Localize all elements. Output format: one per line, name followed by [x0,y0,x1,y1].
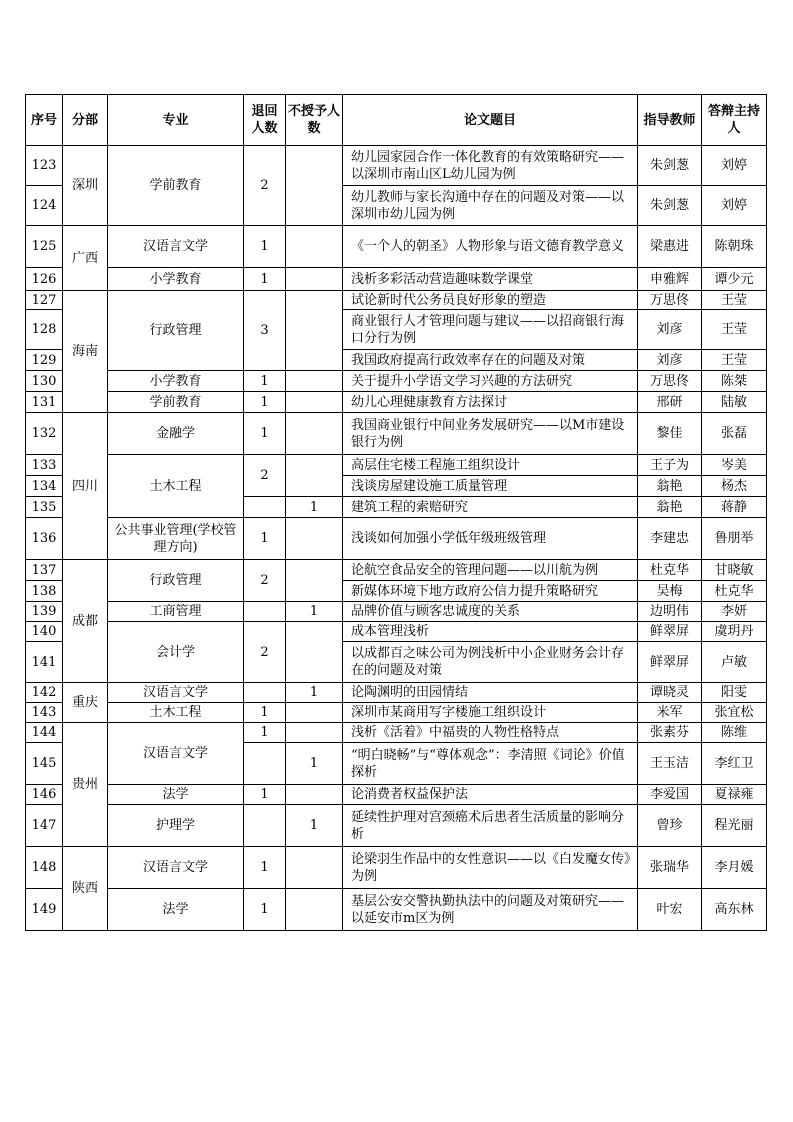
returned-cell: 1 [244,392,286,413]
table-row [26,723,767,743]
branch-cell: 四川 [63,413,108,560]
advisor-cell: 刘彦 [638,350,702,371]
table-row [26,371,767,392]
thesis-table [25,94,767,931]
returned-cell: 1 [244,518,286,560]
not-granted-cell [286,413,343,455]
advisor-cell: 黎佳 [638,413,702,455]
seq-cell: 134 [26,476,63,497]
table-row [26,560,767,581]
seq-cell: 129 [26,350,63,371]
advisor-cell: 张素芬 [638,723,702,743]
advisor-cell: 刘彦 [638,310,702,350]
not-granted-cell: 1 [286,743,343,785]
thesis-title-cell: 论梁羽生作品中的女性意识——以《白发魔女传》为例 [343,847,638,889]
seq-cell: 124 [26,186,63,226]
table-row [26,703,767,723]
advisor-cell: 王子为 [638,455,702,476]
table-row [26,785,767,805]
table-row [26,291,767,310]
major-cell: 汉语言文学 [108,847,244,889]
table-row [26,683,767,703]
not-granted-cell [286,226,343,268]
table-row [26,455,767,476]
returned-cell: 1 [244,703,286,723]
returned-cell [244,683,286,703]
seq-cell: 147 [26,805,63,847]
not-granted-cell [286,785,343,805]
thesis-title-cell: “明白晓畅”与“尊体观念”：李清照《词论》价值探析 [343,743,638,785]
header-returned: 退回人数 [244,95,286,146]
thesis-title-cell: 高层住宅楼工程施工组织设计 [343,455,638,476]
seq-cell: 130 [26,371,63,392]
table-row [26,146,767,186]
thesis-title-cell: 浅析多彩活动营造趣味数学课堂 [343,268,638,291]
not-granted-cell [286,392,343,413]
returned-cell: 1 [244,785,286,805]
thesis-title-cell: 我国商业银行中间业务发展研究——以M市建设银行为例 [343,413,638,455]
header-row [26,95,767,146]
thesis-title-cell: 以成都百之味公司为例浅析中小企业财务会计存在的问题及对策 [343,642,638,683]
host-cell: 杨杰 [702,476,767,497]
thesis-title-cell: 浅谈如何加强小学低年级班级管理 [343,518,638,560]
returned-cell: 1 [244,847,286,889]
seq-cell: 143 [26,703,63,723]
not-granted-cell: 1 [286,602,343,622]
seq-cell: 127 [26,291,63,310]
returned-cell: 2 [244,146,286,226]
header-branch: 分部 [63,95,108,146]
header-advisor: 指导教师 [638,95,702,146]
major-cell: 金融学 [108,413,244,455]
seq-cell: 138 [26,581,63,602]
not-granted-cell: 1 [286,805,343,847]
advisor-cell: 李建忠 [638,518,702,560]
returned-cell: 2 [244,622,286,683]
host-cell: 张磊 [702,413,767,455]
branch-cell: 海南 [63,291,108,413]
seq-cell: 133 [26,455,63,476]
advisor-cell: 张瑞华 [638,847,702,889]
not-granted-cell [286,847,343,889]
thesis-title-cell: 新媒体环境下地方政府公信力提升策略研究 [343,581,638,602]
table-row [26,805,767,847]
host-cell: 李月媛 [702,847,767,889]
advisor-cell: 翁艳 [638,497,702,518]
branch-cell: 深圳 [63,146,108,226]
branch-cell: 广西 [63,226,108,291]
host-cell: 李红卫 [702,743,767,785]
not-granted-cell [286,518,343,560]
host-cell: 刘婷 [702,186,767,226]
major-cell: 法学 [108,889,244,931]
advisor-cell: 朱剑葱 [638,186,702,226]
major-cell: 土木工程 [108,703,244,723]
thesis-title-cell: 建筑工程的索赔研究 [343,497,638,518]
advisor-cell: 邢研 [638,392,702,413]
seq-cell: 140 [26,622,63,642]
not-granted-cell [286,723,343,743]
header-not-granted: 不授予人数 [286,95,343,146]
seq-cell: 139 [26,602,63,622]
major-cell: 法学 [108,785,244,805]
host-cell: 虞玥丹 [702,622,767,642]
thesis-title-cell: 延续性护理对宫颈癌术后患者生活质量的影响分析 [343,805,638,847]
major-cell: 公共事业管理(学校管理方向) [108,518,244,560]
header-major: 专业 [108,95,244,146]
returned-cell: 1 [244,413,286,455]
advisor-cell: 梁惠进 [638,226,702,268]
host-cell: 高东林 [702,889,767,931]
host-cell: 王莹 [702,350,767,371]
advisor-cell: 曾珍 [638,805,702,847]
host-cell: 王莹 [702,310,767,350]
seq-cell: 144 [26,723,63,743]
seq-cell: 126 [26,268,63,291]
thesis-title-cell: 基层公安交警执勤执法中的问题及对策研究——以延安市m区为例 [343,889,638,931]
host-cell: 谭少元 [702,268,767,291]
thesis-title-cell: 深圳市某商用写字楼施工组织设计 [343,703,638,723]
not-granted-cell [286,455,343,497]
host-cell: 陈朝珠 [702,226,767,268]
host-cell: 岑美 [702,455,767,476]
advisor-cell: 申雅辉 [638,268,702,291]
advisor-cell: 翁艳 [638,476,702,497]
advisor-cell: 王玉洁 [638,743,702,785]
host-cell: 陈维 [702,723,767,743]
table-row [26,622,767,642]
seq-cell: 146 [26,785,63,805]
major-cell: 工商管理 [108,602,244,622]
host-cell: 鲁朋举 [702,518,767,560]
seq-cell: 145 [26,743,63,785]
header-seq: 序号 [26,95,63,146]
not-granted-cell [286,560,343,602]
thesis-title-cell: 关于提升小学语文学习兴趣的方法研究 [343,371,638,392]
thesis-title-cell: 《一个人的朝圣》人物形象与语文德育教学意义 [343,226,638,268]
not-granted-cell [286,703,343,723]
returned-cell [244,497,286,518]
seq-cell: 123 [26,146,63,186]
seq-cell: 136 [26,518,63,560]
not-granted-cell [286,146,343,226]
host-cell: 张宜松 [702,703,767,723]
advisor-cell: 吴梅 [638,581,702,602]
seq-cell: 142 [26,683,63,703]
major-cell: 汉语言文学 [108,723,244,785]
host-cell: 刘婷 [702,146,767,186]
major-cell: 会计学 [108,622,244,683]
not-granted-cell [286,291,343,371]
branch-cell: 重庆 [63,683,108,723]
host-cell: 阳雯 [702,683,767,703]
seq-cell: 131 [26,392,63,413]
major-cell: 小学教育 [108,268,244,291]
major-cell: 行政管理 [108,560,244,602]
seq-cell: 128 [26,310,63,350]
host-cell: 杜克华 [702,581,767,602]
returned-cell: 1 [244,226,286,268]
thesis-title-cell: 试论新时代公务员良好形象的塑造 [343,291,638,310]
seq-cell: 149 [26,889,63,931]
table-row [26,518,767,560]
host-cell: 王莹 [702,291,767,310]
host-cell: 程光丽 [702,805,767,847]
advisor-cell: 边明伟 [638,602,702,622]
thesis-title-cell: 成本管理浅析 [343,622,638,642]
table-row [26,226,767,268]
advisor-cell: 杜克华 [638,560,702,581]
host-cell: 夏禄雍 [702,785,767,805]
thesis-title-cell: 论航空食品安全的管理问题——以川航为例 [343,560,638,581]
host-cell: 蒋静 [702,497,767,518]
thesis-title-cell: 论陶渊明的田园情结 [343,683,638,703]
seq-cell: 132 [26,413,63,455]
table-row [26,602,767,622]
table-row [26,847,767,889]
advisor-cell: 万思佟 [638,291,702,310]
advisor-cell: 谭晓灵 [638,683,702,703]
returned-cell: 1 [244,723,286,743]
host-cell: 陈桀 [702,371,767,392]
returned-cell: 3 [244,291,286,371]
host-cell: 陆敏 [702,392,767,413]
returned-cell: 2 [244,455,286,497]
major-cell: 汉语言文学 [108,683,244,703]
not-granted-cell: 1 [286,683,343,703]
major-cell: 学前教育 [108,146,244,226]
seq-cell: 141 [26,642,63,683]
seq-cell: 125 [26,226,63,268]
major-cell: 小学教育 [108,371,244,392]
thesis-title-cell: 论消费者权益保护法 [343,785,638,805]
thesis-title-cell: 品牌价值与顾客忠诚度的关系 [343,602,638,622]
table-row [26,413,767,455]
not-granted-cell [286,371,343,392]
branch-cell: 贵州 [63,723,108,847]
advisor-cell: 叶宏 [638,889,702,931]
advisor-cell: 朱剑葱 [638,146,702,186]
host-cell: 李妍 [702,602,767,622]
returned-cell: 1 [244,268,286,291]
advisor-cell: 鲜翠屏 [638,622,702,642]
advisor-cell: 万思佟 [638,371,702,392]
advisor-cell: 米军 [638,703,702,723]
returned-cell: 1 [244,889,286,931]
not-granted-cell: 1 [286,497,343,518]
table-row [26,889,767,931]
header-title: 论文题目 [343,95,638,146]
branch-cell: 成都 [63,560,108,683]
major-cell: 护理学 [108,805,244,847]
table-row [26,268,767,291]
not-granted-cell [286,622,343,683]
not-granted-cell [286,889,343,931]
advisor-cell: 李爱国 [638,785,702,805]
major-cell: 汉语言文学 [108,226,244,268]
seq-cell: 135 [26,497,63,518]
thesis-title-cell: 幼儿教师与家长沟通中存在的问题及对策——以深圳市幼儿园为例 [343,186,638,226]
thesis-title-cell: 幼儿园家园合作一体化教育的有效策略研究——以深圳市南山区L幼儿园为例 [343,146,638,186]
returned-cell: 2 [244,560,286,602]
major-cell: 行政管理 [108,291,244,371]
table-row [26,392,767,413]
branch-cell: 陕西 [63,847,108,931]
seq-cell: 148 [26,847,63,889]
returned-cell [244,805,286,847]
thesis-title-cell: 浅谈房屋建设施工质量管理 [343,476,638,497]
not-granted-cell [286,268,343,291]
thesis-title-cell: 商业银行人才管理问题与建议——以招商银行海口分行为例 [343,310,638,350]
major-cell: 学前教育 [108,392,244,413]
returned-cell: 1 [244,371,286,392]
major-cell: 土木工程 [108,455,244,518]
thesis-title-cell: 我国政府提高行政效率存在的问题及对策 [343,350,638,371]
thesis-title-cell: 幼儿心理健康教育方法探讨 [343,392,638,413]
host-cell: 甘晓敏 [702,560,767,581]
returned-cell [244,602,286,622]
seq-cell: 137 [26,560,63,581]
returned-cell [244,743,286,785]
thesis-title-cell: 浅析《活着》中福贵的人物性格特点 [343,723,638,743]
host-cell: 卢敏 [702,642,767,683]
header-host: 答辩主持人 [702,95,767,146]
advisor-cell: 鲜翠屏 [638,642,702,683]
